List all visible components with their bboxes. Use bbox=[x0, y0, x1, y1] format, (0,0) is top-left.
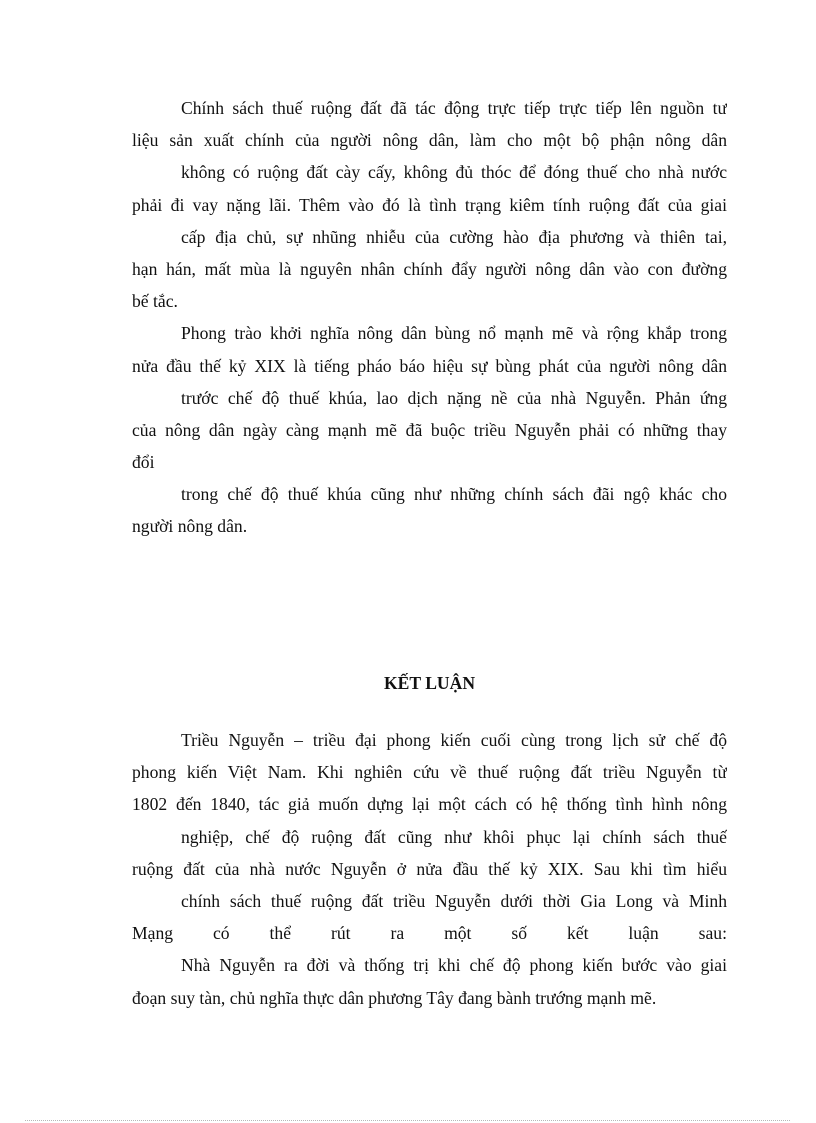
text-line: người nông dân. bbox=[132, 516, 248, 537]
text-line: trước chế độ thuế khúa, lao dịch nặng nề của nhà Nguyễn. Phản ứng bbox=[181, 387, 727, 408]
text-line: đoạn suy tàn, chủ nghĩa thực dân phương Tây đang bành trướng mạnh mẽ. bbox=[132, 987, 657, 1008]
text-line: chính sách thuế ruộng đất triều Nguyễn dưới thời Gia Long và Minh bbox=[181, 890, 727, 911]
text-line: không có ruộng đất cày cấy, không đủ thóc để đóng thuế cho nhà nước bbox=[181, 162, 727, 183]
text-line: Chính sách thuế ruộng đất đã tác động trực tiếp trực tiếp lên nguồn tư bbox=[181, 98, 727, 118]
text-line: cấp địa chủ, sự nhũng nhiễu của cường hào địa phương và thiên tai, bbox=[181, 226, 727, 247]
text-line: 1802 đến 1840, tác giả muốn dựng lại một cách có hệ thống tình hình nông bbox=[132, 794, 727, 815]
text-line: đổi bbox=[132, 452, 155, 473]
text-line: Mạng có thể rút ra một số kết luận sau: bbox=[132, 923, 727, 944]
text-line: phải đi vay nặng lãi. Thêm vào đó là tình trạng kiêm tính ruộng đất của giai bbox=[132, 194, 727, 215]
page-bottom-divider bbox=[25, 1120, 790, 1121]
text-line: Phong trào khởi nghĩa nông dân bùng nổ mạnh mẽ và rộng khắp trong bbox=[181, 323, 727, 344]
text-line: phong kiến Việt Nam. Khi nghiên cứu về thuế ruộng đất triều Nguyễn từ bbox=[132, 762, 727, 783]
text-line: ruộng đất của nhà nước Nguyễn ở nửa đầu thế kỷ XIX. Sau khi tìm hiểu bbox=[132, 858, 727, 879]
text-line: nghiệp, chế độ ruộng đất cũng như khôi phục lại chính sách thuế bbox=[181, 826, 727, 847]
text-line: Nhà Nguyễn ra đời và thống trị khi chế độ phong kiến bước vào giai bbox=[181, 955, 727, 976]
section-heading: KẾT LUẬN bbox=[383, 673, 476, 693]
text-line: liệu sản xuất chính của người nông dân, làm cho một bộ phận nông dân bbox=[132, 130, 727, 151]
text-line: hạn hán, mất mùa là nguyên nhân chính đẩy người nông dân vào con đường bbox=[132, 258, 727, 279]
text-line: bế tắc. bbox=[132, 291, 178, 312]
body-section bbox=[132, 92, 727, 543]
conclusion-section bbox=[132, 724, 727, 1014]
text-line: Triều Nguyễn – triều đại phong kiến cuối cùng trong lịch sử chế độ bbox=[181, 730, 727, 750]
text-line: nửa đầu thế kỷ XIX là tiếng pháo báo hiệu sự bùng phát của người nông dân bbox=[132, 355, 727, 376]
text-line: trong chế độ thuế khúa cũng như những chính sách đãi ngộ khác cho bbox=[181, 484, 727, 505]
text-line: của nông dân ngày càng mạnh mẽ đã buộc triều Nguyễn phải có những thay bbox=[132, 419, 727, 440]
